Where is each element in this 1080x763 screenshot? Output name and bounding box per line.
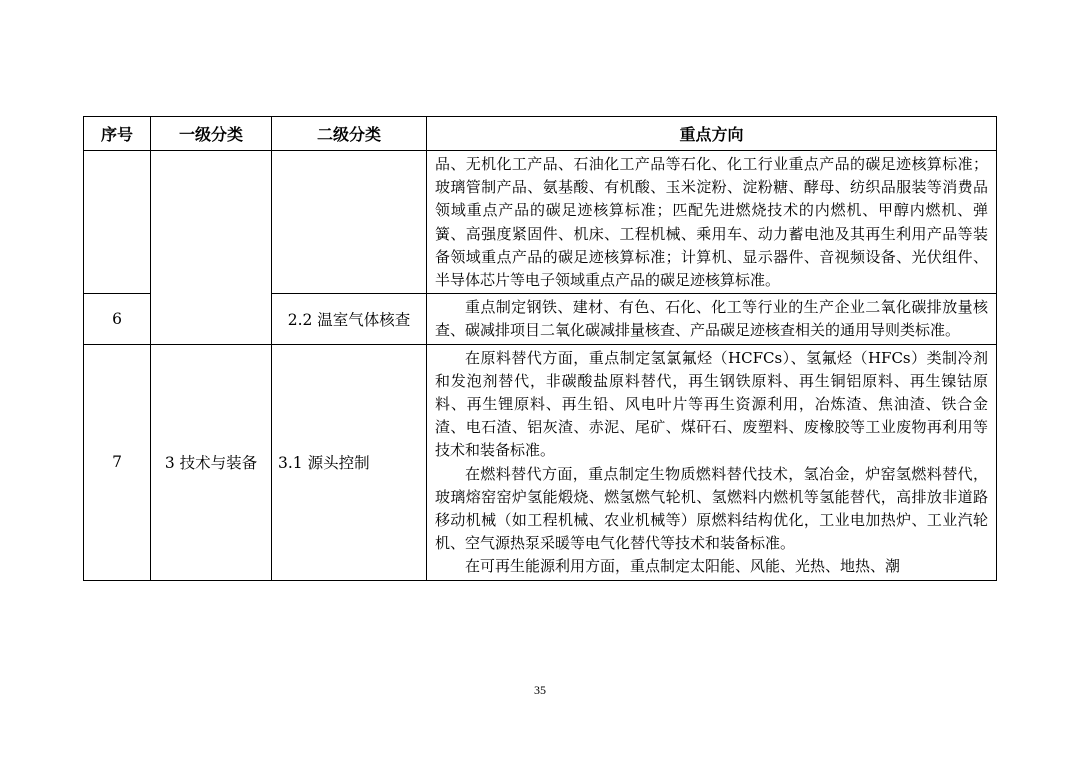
serial-number-cell: 7 xyxy=(84,344,151,580)
header-level2-category: 二级分类 xyxy=(272,117,427,151)
header-serial-number: 序号 xyxy=(84,117,151,151)
standards-table xyxy=(83,116,997,581)
serial-number-cell: 6 xyxy=(84,294,151,344)
table-row-7 xyxy=(84,344,997,580)
page-number: 35 xyxy=(534,683,546,697)
level2-category-cell: 3.1 源头控制 xyxy=(272,344,427,580)
direction-paragraph: 品、无机化工产品、石油化工产品等石化、化工行业重点产品的碳足迹核算标准；玻璃管制产品、氨基酸、有机酸、玉米淀粉、淀粉糖、酵母、纺织品服装等消费品领域重点产品的碳足迹核算标准；匹配先进燃烧技术的内燃机、甲醇内燃机、弹簧、高强度紧固件、机床、工程机械、乘用车、动力蓄电池及其再生利用产品等装备领域重点产品的碳足迹核算标准；计算机、显示器件、音视频设备、光伏组件、半导体芯片等电子领域重点产品的碳足迹核算标准。 xyxy=(435,155,988,290)
direction-paragraph: 在燃料替代方面，重点制定生物质燃料替代技术，氢冶金，炉窑氢燃料替代，玻璃熔窑窑炉氢能煅烧、燃氢燃气轮机、氢燃料内燃机等氢能替代，高排放非道路移动机械（如工程机械、农业机械等）原燃料结构优化，工业电加热炉、工业汽轮机、空气源热泵采暖等电气化替代等技术和装备标准。 xyxy=(435,464,988,553)
level2-category-cell: 2.2 温室气体核查 xyxy=(272,294,427,344)
header-key-direction: 重点方向 xyxy=(427,117,997,151)
direction-cell xyxy=(427,294,997,344)
direction-paragraph: 在原料替代方面，重点制定氢氯氟烃（HCFCs）、氢氟烃（HFCs）类制冷剂和发泡剂替代，非碳酸盐原料替代，再生钢铁原料、再生铜铝原料、再生镍钴原料、再生锂原料、再生铅、风电叶片等再生资源利用，冶炼渣、焦油渣、铁合金渣、电石渣、铝灰渣、赤泥、尾矿、煤矸石、废塑料、废橡胶等工业废物再利用等技术和装备标准。 xyxy=(435,348,988,460)
direction-paragraph: 重点制定钢铁、建材、有色、石化、化工等行业的生产企业二氧化碳排放量核查、碳减排项目二氧化碳减排量核查、产品碳足迹核查相关的通用导则类标准。 xyxy=(435,298,988,340)
header-level1-category: 一级分类 xyxy=(151,117,272,151)
level2-cell-empty xyxy=(272,151,427,294)
table-row-continued xyxy=(84,151,997,294)
standards-table-container xyxy=(83,116,996,581)
level1-category-cell: 3 技术与装备 xyxy=(151,344,272,580)
serial-cell-empty xyxy=(84,151,151,294)
table-header-row xyxy=(84,117,997,151)
level1-cell-empty xyxy=(151,151,272,345)
direction-cell-continued xyxy=(427,151,997,294)
direction-paragraph: 在可再生能源利用方面，重点制定太阳能、风能、光热、地热、潮 xyxy=(465,557,901,576)
direction-cell xyxy=(427,344,997,580)
